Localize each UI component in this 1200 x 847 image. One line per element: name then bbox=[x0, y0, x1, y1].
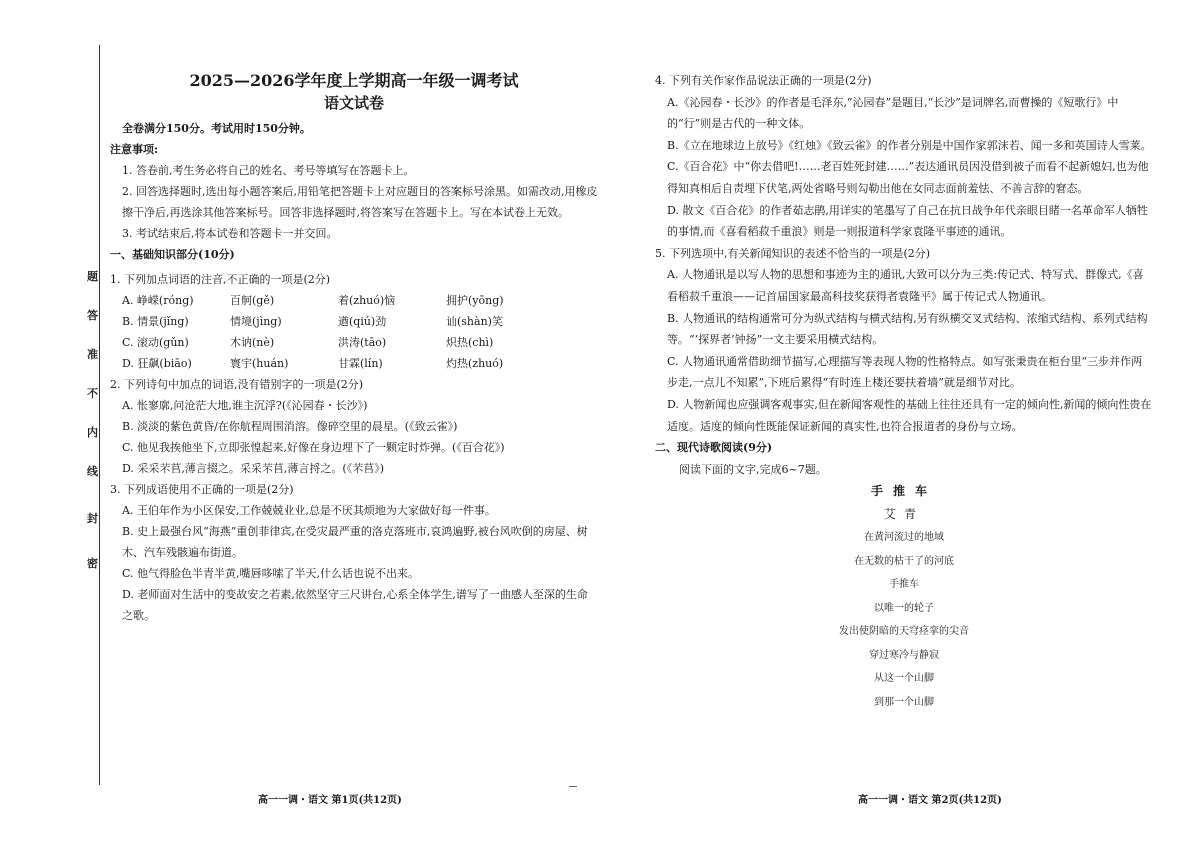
pinyin-item: 拥护(yōng) bbox=[446, 294, 504, 307]
seal-char: 题 bbox=[87, 270, 98, 283]
binding-line bbox=[99, 45, 100, 785]
poem-line: 以唯一的轮子 bbox=[874, 602, 934, 614]
poem-line: 发出使阴暗的天穹痉挛的尖音 bbox=[839, 626, 969, 638]
question-stem: 4. 下列有关作家作品说法正确的一项是(2分) bbox=[655, 74, 872, 87]
pinyin-item: D. 狂飙(biāo) bbox=[122, 357, 192, 370]
pinyin-item: 木讷(nè) bbox=[230, 336, 275, 349]
pinyin-item: 寰宇(huán) bbox=[230, 357, 289, 370]
seal-char: 封 bbox=[87, 512, 98, 525]
answer-option: D. 采采芣苢,薄言掇之。采采芣苢,薄言捋之。(《芣苢》) bbox=[122, 462, 384, 475]
pinyin-item: C. 滚动(gǔn) bbox=[122, 336, 189, 349]
exam-subtitle: 语文试卷 bbox=[323, 94, 384, 112]
pinyin-row bbox=[110, 353, 598, 374]
left-page bbox=[110, 70, 598, 626]
page-footer-right: 高一一调・语文 第2页(共12页) bbox=[858, 795, 1002, 806]
read-instruction: 阅读下面的文字,完成6~7题。 bbox=[679, 462, 827, 476]
answer-option: B. 淡淡的紫色黄昏/在你航程周围消溶。像碎空里的晨星。(《致云雀》) bbox=[122, 420, 458, 433]
answer-option: A. 怅寥廓,问沧茫大地,谁主沉浮?(《沁园春・长沙》) bbox=[122, 399, 368, 412]
notes-heading: 注意事项: bbox=[110, 143, 159, 156]
answer-option: A. 王伯年作为小区保安,工作兢兢业业,总是不厌其烦地为大家做好每一件事。 bbox=[122, 504, 496, 517]
pinyin-item: 洪涛(tāo) bbox=[338, 336, 387, 349]
score-line: 全卷满分150分。考试用时150分钟。 bbox=[122, 122, 311, 135]
pinyin-row bbox=[110, 290, 598, 311]
pinyin-item: A. 峥嵘(róng) bbox=[122, 294, 194, 307]
poem-line: 手推车 bbox=[889, 579, 919, 591]
pinyin-row bbox=[110, 311, 598, 332]
exam-title: 2025—2026学年度上学期高一年级一调考试 bbox=[189, 71, 519, 90]
seal-char: 密 bbox=[87, 557, 98, 570]
note-item: 2. 回答选择题时,选出每小题答案后,用铅笔把答题卡上对应题目的答案标号涂黑。如需改动,用橡皮擦干净后,再选涂其他答案标号。回答非选择题时,将答案写在答题卡上。写在本试卷上无效。 bbox=[122, 185, 598, 219]
pinyin-item: 情境(jìng) bbox=[230, 315, 282, 328]
seal-char: 准 bbox=[87, 348, 98, 361]
seal-char: 答 bbox=[87, 309, 98, 322]
pinyin-row bbox=[110, 332, 598, 353]
seal-char: 内 bbox=[87, 426, 98, 439]
question-stem: 1. 下列加点词语的注音,不正确的一项是(2分) bbox=[110, 273, 331, 286]
page-footer-left: 高一一调・语文 第1页(共12页) bbox=[258, 795, 402, 806]
answer-option: A. 人物通讯是以写人物的思想和事迹为主的通讯,大致可以分为三类:传记式、特写式、群像式,《喜看稻菽千重浪——记首届国家最高科技奖获得者袁隆平》属于传记式人物通讯。 bbox=[667, 268, 1144, 303]
pinyin-item: 遒(qiú)劲 bbox=[338, 315, 387, 328]
poem-line: 在无数的枯干了的河底 bbox=[854, 555, 954, 567]
question-stem: 3. 下列成语使用不正确的一项是(2分) bbox=[110, 483, 294, 496]
pinyin-item: 着(zhuó)恼 bbox=[338, 294, 396, 307]
pinyin-item: 讪(shàn)笑 bbox=[446, 315, 503, 328]
pinyin-item: B. 情景(jǐng) bbox=[122, 315, 189, 328]
question-stem: 2. 下列诗句中加点的词语,没有错别字的一项是(2分) bbox=[110, 378, 364, 391]
answer-option: C. 他见我挨他坐下,立即张惶起来,好像在身边埋下了一颗定时炸弹。(《百合花》) bbox=[122, 441, 505, 454]
answer-option: C. 他气得脸色半青半黄,嘴唇哆嗦了半天,什么话也说不出来。 bbox=[122, 567, 420, 580]
answer-option: A.《沁园春・长沙》的作者是毛泽东,“沁园春”是题目,“长沙”是词牌名,而曹操的《短歌行》中的“行”则是古代的一种文体。 bbox=[667, 95, 1119, 131]
seal-char: 线 bbox=[87, 465, 98, 478]
poem-line: 到那一个山脚 bbox=[874, 696, 934, 708]
answer-option: D. 散文《百合花》的作者茹志鹃,用详实的笔墨写了自己在抗日战争年代亲眼目睹一名革命军人牺牲的事情,而《喜看稻菽千重浪》则是一则报道科学家袁隆平事迹的通讯。 bbox=[667, 203, 1148, 239]
note-item: 1. 答卷前,考生务必将自己的姓名、考号等填写在答题卡上。 bbox=[122, 164, 415, 177]
answer-option: B. 人物通讯的结构通常可分为纵式结构与横式结构,另有纵横交叉式结构、浓缩式结构、系列式结构等。“‘探界者’钟扬”一文主要采用横式结构。 bbox=[667, 311, 1148, 347]
poem-title: 手推车 bbox=[870, 484, 937, 499]
answer-option: B. 史上最强台风“海燕”重创菲律宾,在受灾最严重的洛克落班市,哀鸿遍野,被台风吹倒的房屋、树木、汽车残骸遍布街道。 bbox=[122, 525, 588, 559]
poem-line: 从这一个山脚 bbox=[874, 673, 934, 685]
poem-author: 艾青 bbox=[883, 507, 924, 522]
pinyin-item: 百舸(gě) bbox=[230, 294, 275, 307]
pinyin-item: 甘霖(lín) bbox=[338, 357, 383, 370]
answer-option: D. 人物新闻也应强调客观事实,但在新闻客观性的基础上往往还具有一定的倾向性,新闻的倾向性贵在适度。适度的倾向性既能保证新闻的真实性,也符合报道者的身份与立场。 bbox=[667, 397, 1152, 433]
pinyin-item: 炽热(chì) bbox=[446, 336, 494, 349]
answer-option: B.《立在地球边上放号》《红烛》《致云雀》的作者分别是中国作家郭沫若、闻一多和英国诗人雪莱。 bbox=[667, 138, 1152, 152]
poem-line: 在黄河流过的地域 bbox=[864, 532, 944, 544]
note-item: 3. 考试结束后,将本试卷和答题卡一并交回。 bbox=[122, 227, 338, 240]
pinyin-item: 灼热(zhuó) bbox=[446, 357, 504, 370]
section-heading: 二、现代诗歌阅读(9分) bbox=[655, 441, 773, 455]
page-divider-mark bbox=[569, 786, 577, 787]
right-page bbox=[655, 70, 1153, 714]
poem-line: 穿过寒冷与静寂 bbox=[869, 649, 939, 661]
answer-option: C.《百合花》中“你去借吧!……老百姓死封建……”表达通讯员因没借到被子而看不起新媳妇,也为他得知真相后自责埋下伏笔,两处省略号则勾勒出他在女同志面前羞怯、不善言辞的窘态。 bbox=[667, 160, 1149, 195]
answer-option: D. 老师面对生活中的变故安之若素,依然坚守三尺讲台,心系全体学生,谱写了一曲感人至深的生命之歌。 bbox=[122, 588, 588, 622]
question-stem: 5. 下列选项中,有关新闻知识的表述不恰当的一项是(2分) bbox=[655, 246, 931, 260]
section-heading: 一、基础知识部分(10分) bbox=[110, 248, 235, 261]
answer-option: C. 人物通讯通常借助细节描写,心理描写等表现人物的性格特点。如写张秉贵在柜台里“三步并作两步走,一点儿不知累”,下班后累得“有时连上楼还要扶着墙”就是细节对比。 bbox=[667, 354, 1143, 390]
seal-char: 不 bbox=[87, 387, 98, 400]
